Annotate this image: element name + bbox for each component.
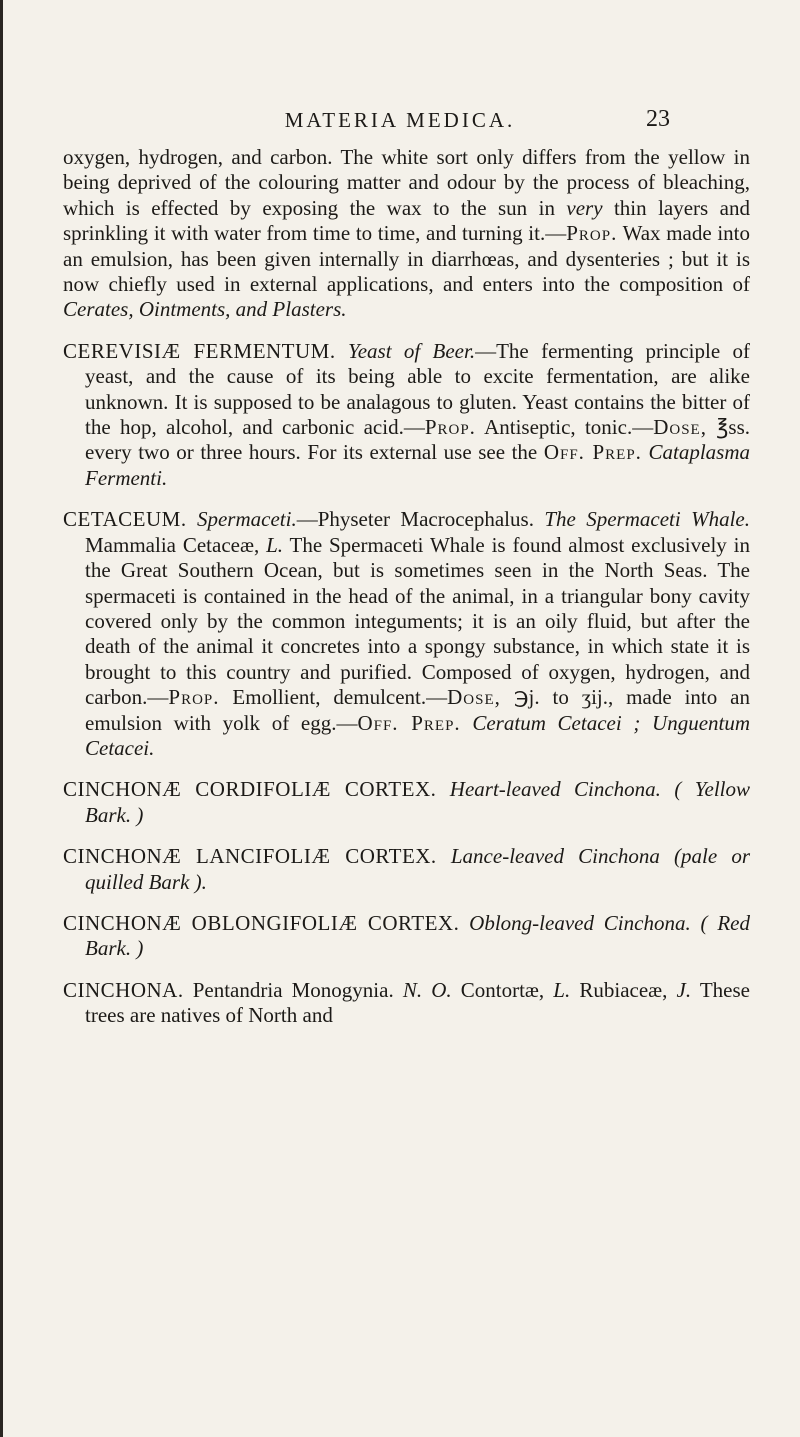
italic-run: Ceratum Cetacei ; Unguentum Cetacei. (85, 710, 751, 760)
entry-heading: CINCHONÆ CORDIFOLIÆ CORTEX. (63, 777, 437, 802)
italic-run: Oblong-leaved Cinchona. ( Red Bark. ) (85, 910, 751, 961)
italic-run: Lance-leaved Cinchona (pale or quilled Bark ). (85, 844, 751, 894)
italic-run: L. (266, 532, 284, 557)
entry-heading: CETACEUM. (63, 507, 187, 532)
entry-cinchonae-lancifoliae (63, 844, 750, 895)
text-run: Mammalia Cetaceæ, (85, 532, 267, 557)
text-run: ℥ss. every two or three hours. For its external use see the (85, 415, 750, 465)
prop-label: Prop. (168, 685, 220, 710)
text-run: Contortæ, (451, 977, 554, 1002)
text-run: Emollient, demulcent.— (219, 685, 448, 710)
text-run: —Physeter Macrocephalus. (296, 507, 545, 532)
text-run: The Spermaceti Whale is found almost exclusively in the Great Southern Ocean, but is sometimes seen in the North Seas. The spermaceti is contained in the head of the animal, in a triangular bony cavity covered only by the common integuments; it is an oily fluid, but after the death of the animal it concretes into a spongy substance, in which state it is brought to this country and purified. Composed of oxygen, hydrogen, and carbon.— (85, 532, 750, 710)
entry-heading: CINCHONA. (63, 977, 184, 1002)
italic-run: The Spermaceti Whale. (544, 507, 750, 532)
entry-cetaceum (63, 507, 750, 761)
italic-run: J. (676, 977, 692, 1002)
page-number: 23 (646, 106, 670, 132)
italic-run: Yeast of Beer. (347, 338, 476, 363)
prop-label: Prop. (566, 221, 618, 246)
text-run: Rubiaceæ, (570, 977, 677, 1002)
text-run: Wax made into an emulsion, has been given internally in diarrhœas, and dysenteries ; but it is now chiefly used in external applications, and enters into the composition of (63, 221, 750, 297)
text-run: ℈j. to ʒij., made into an emulsion with yolk of egg.— (85, 685, 750, 735)
text-run: Pentandria Monogynia. (183, 977, 403, 1002)
prop-label: Prop. (424, 415, 476, 440)
text-run: oxygen, hydrogen, and carbon. The white sort only differs from the yellow in being deprived of the colouring matter and odour by the process of bleaching, which is effected by exposing the wax to the sun in (63, 145, 750, 220)
entry-heading: CINCHONÆ OBLONGIFOLIÆ CORTEX. (63, 910, 460, 935)
off-prep-label: Off. Prep. (357, 710, 461, 735)
dose-label: Dose, (653, 415, 707, 440)
text-run: Antiseptic, tonic.— (475, 415, 654, 440)
italic-run: L. (553, 977, 571, 1002)
italic-run: Cerates, Ointments, and Plasters. (63, 297, 347, 322)
entry-cerevisiae (63, 339, 750, 491)
off-prep-label: Off. Prep. (543, 440, 642, 465)
italic-run: N. O. (402, 977, 452, 1002)
dose-label: Dose, (447, 685, 501, 710)
italic-run: Heart-leaved Cinchona. ( Yellow Bark. ) (85, 777, 751, 827)
italic-run: Cataplasma Fermenti. (85, 440, 750, 490)
entry-cinchonae-cordifoliae (63, 777, 750, 828)
text-run: —The fermenting principle of yeast, and the cause of its being able to excite fermentation, are alike unknown. It is supposed to be analagous to gluten. Yeast contains the bitter of the hop, alcohol, and carbonic acid.— (85, 338, 750, 440)
entry-heading: CINCHONÆ LANCIFOLIÆ CORTEX. (63, 844, 437, 869)
text-run: These trees are natives of North and (85, 977, 750, 1028)
entry-cinchonae-oblongifoliae (63, 911, 750, 962)
wax-continuation-paragraph (63, 145, 750, 323)
entry-cinchona (63, 978, 750, 1029)
running-title: MATERIA MEDICA. (284, 108, 516, 132)
entry-heading: CEREVISIÆ FERMENTUM. (63, 338, 336, 363)
italic-run: Spermaceti. (196, 507, 297, 532)
page-body (63, 145, 750, 1045)
text-run: thin layers and sprinkling it with water from time to time, and turning it.— (63, 195, 750, 246)
italic-run: very (566, 195, 603, 220)
